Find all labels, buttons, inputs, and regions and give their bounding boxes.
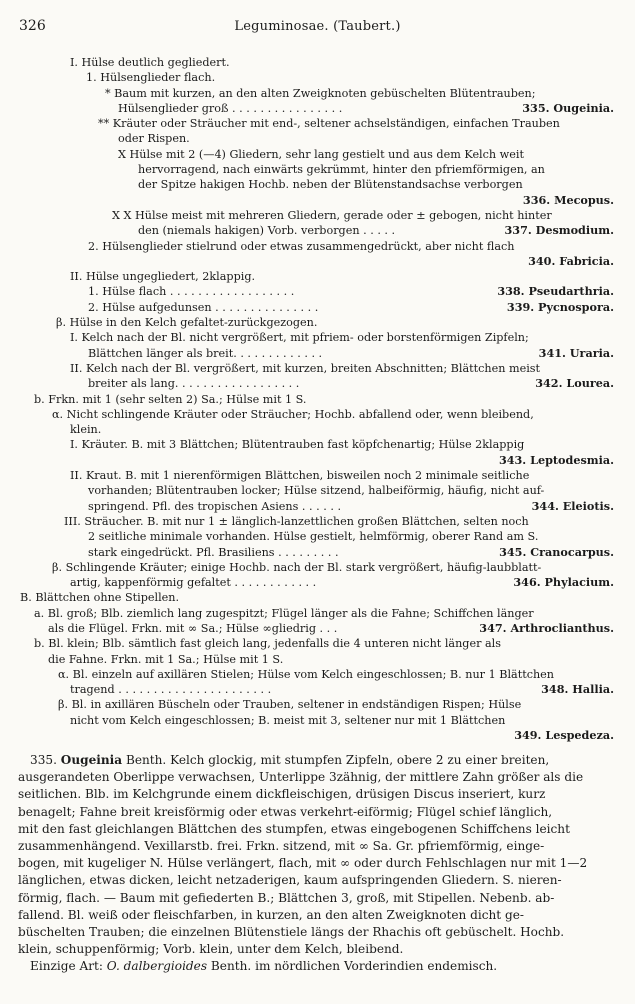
key-line-text: vorhanden; Blütentrauben locker; Hülse sitzend, halbeiförmig, häufig, nicht auf- bbox=[88, 484, 545, 498]
key-line bbox=[0, 483, 635, 498]
key-line bbox=[0, 514, 635, 529]
description-line bbox=[0, 855, 635, 872]
key-line-text: Blättchen länger als breit. . . . . . . . . . . . . bbox=[88, 346, 323, 360]
genus-reference: 348. Hallia. bbox=[538, 682, 614, 697]
description-line-text: benagelt; Fahne breit kreisförmig oder etwas verkehrt-eiförmig; Flügel schief länglich, bbox=[18, 804, 553, 819]
key-line-text: β. Hülse in den Kelch gefaltet-zurückgezogen. bbox=[56, 316, 318, 330]
page-header bbox=[0, 18, 635, 38]
key-line-text: tragend . . . . . . . . . . . . . . . . . . . . . . bbox=[70, 683, 272, 697]
key-line bbox=[0, 162, 635, 177]
genus-reference: 344. Eleiotis. bbox=[529, 499, 614, 514]
key-line bbox=[0, 575, 635, 590]
genus-number: 335. bbox=[30, 753, 57, 767]
page-number: 326 bbox=[19, 18, 46, 34]
key-line-text: Hülsenglieder groß . . . . . . . . . . . . . . . . bbox=[118, 101, 343, 115]
key-line bbox=[0, 300, 635, 315]
description-first-line bbox=[0, 752, 635, 769]
key-line bbox=[0, 667, 635, 682]
genus-reference: 349. Lespedeza. bbox=[511, 728, 614, 743]
key-line bbox=[0, 55, 635, 70]
genus-reference: 337. Desmodium. bbox=[502, 223, 615, 238]
key-line-text: oder Rispen. bbox=[118, 132, 190, 146]
genus-reference: 340. Fabricia. bbox=[525, 254, 614, 269]
key-line-text: die Fahne. Frkn. mit 1 Sa.; Hülse mit 1 S. bbox=[48, 652, 284, 666]
description-line bbox=[0, 838, 635, 855]
description-line-text: förmig, flach. — Baum mit gefiederten B.; Blättchen 3, groß, mit Stipellen. Nebenb. ab- bbox=[18, 890, 555, 905]
key-line bbox=[0, 284, 635, 299]
key-line bbox=[0, 101, 635, 116]
key-line-text: * Baum mit kurzen, an den alten Zweigknoten gebüschelten Blütentrauben; bbox=[105, 86, 536, 100]
description-line: Benth. Kelch glockig, mit stumpfen Zipfeln, obere 2 zu einer breiten, bbox=[125, 753, 550, 767]
key-line-text: β. Schlingende Kräuter; einige Hochb. nach der Bl. stark vergrößert, häufig-laubblatt- bbox=[52, 560, 542, 574]
single-species-line bbox=[0, 958, 635, 975]
description-line-text: klein, schuppenförmig; Vorb. klein, unter dem Kelch, bleibend. bbox=[18, 942, 404, 957]
key-line bbox=[0, 392, 635, 407]
description-line bbox=[0, 890, 635, 907]
key-line-text: als die Flügel. Frkn. mit ∞ Sa.; Hülse ∞gliedrig . . . bbox=[48, 621, 338, 635]
key-line-text: stark eingedrückt. Pfl. Brasiliens . . . . . . . . . bbox=[88, 545, 339, 559]
key-line bbox=[0, 728, 635, 743]
genus-reference: 335. Ougeinia. bbox=[519, 101, 614, 116]
key-line bbox=[0, 269, 635, 284]
description-line bbox=[0, 804, 635, 821]
genus-name: Ougeinia bbox=[60, 753, 123, 767]
key-line-text: II. Hülse ungegliedert, 2klappig. bbox=[70, 270, 256, 284]
genus-reference: 342. Lourea. bbox=[532, 376, 614, 391]
key-line-text: β. Bl. in axillären Büscheln oder Trauben, seltener in endständigen Rispen; Hülse bbox=[58, 698, 522, 712]
description-line bbox=[0, 769, 635, 786]
genus-reference: 347. Arthroclianthus. bbox=[476, 621, 614, 636]
key-line-text: b. Frkn. mit 1 (sehr selten 2) Sa.; Hülse mit 1 S. bbox=[34, 392, 307, 406]
key-line bbox=[0, 636, 635, 651]
key-line-text: a. Bl. groß; Blb. ziemlich lang zugespitzt; Flügel länger als die Fahne; Schiffchen länger bbox=[34, 606, 534, 620]
key-line-text: klein. bbox=[70, 423, 102, 437]
key-line-text: 1. Hülsenglieder flach. bbox=[86, 71, 216, 85]
key-line bbox=[0, 346, 635, 361]
description-line-text: fallend. Bl. weiß oder fleischfarben, in kurzen, an den alten Zweigknoten dicht ge- bbox=[18, 907, 524, 922]
running-head: Leguminosae. (Taubert.) bbox=[234, 19, 401, 34]
key-line bbox=[0, 177, 635, 192]
description-line-text: zusammenhängend. Vexillarstb. frei. Frkn. sitzend, mit ∞ Sa. Gr. pfriemförmig, einge- bbox=[18, 838, 545, 853]
description-line-text: bogen, mit kugeliger N. Hülse verlängert, flach, mit ∞ oder durch Fehlschlagen nur mit 1—2 bbox=[18, 856, 588, 871]
description-line-text: ausgerandeten Oberlippe verwachsen, Unterlippe 3zähnig, der mittlere Zahn größer als die bbox=[18, 770, 584, 785]
key-line-text: der Spitze hakigen Hochb. neben der Blütenstandsachse verborgen bbox=[138, 178, 523, 192]
key-line bbox=[0, 131, 635, 146]
key-line bbox=[0, 621, 635, 636]
key-line bbox=[0, 193, 635, 208]
key-line bbox=[0, 422, 635, 437]
key-line bbox=[0, 70, 635, 85]
key-line bbox=[0, 468, 635, 483]
key-line-text: I. Kräuter. B. mit 3 Blättchen; Blütentrauben fast köpfchenartig; Hülse 2klappig bbox=[70, 438, 525, 452]
description-line-text: seitlichen. Blb. im Kelchgrunde einem dickfleischigen, drüsigen Discus inseriert, kurz bbox=[18, 787, 546, 802]
description-line bbox=[0, 786, 635, 803]
key-line bbox=[0, 499, 635, 514]
key-line bbox=[0, 330, 635, 345]
key-line-text: III. Sträucher. B. mit nur 1 ± länglich-lanzettlichen großen Blättchen, selten noch bbox=[64, 514, 529, 528]
key-line bbox=[0, 208, 635, 223]
key-line bbox=[0, 376, 635, 391]
genus-reference: 336. Mecopus. bbox=[520, 193, 614, 208]
key-line-text: I. Kelch nach der Bl. nicht vergrößert, mit pfriem- oder borstenförmigen Zipfeln; bbox=[70, 331, 529, 345]
key-line bbox=[0, 361, 635, 376]
description-line bbox=[0, 821, 635, 838]
key-line bbox=[0, 545, 635, 560]
genus-reference: 341. Uraria. bbox=[536, 346, 614, 361]
key-line bbox=[0, 86, 635, 101]
key-line bbox=[0, 697, 635, 712]
key-line-text: 2. Hülse aufgedunsen . . . . . . . . . . . . . . . bbox=[88, 300, 319, 314]
key-line-text: 1. Hülse flach . . . . . . . . . . . . . . . . . . bbox=[88, 285, 295, 299]
key-line-text: springend. Pfl. des tropischen Asiens . . . . . . bbox=[88, 499, 342, 513]
single-species-label: Einzige Art: bbox=[30, 959, 103, 974]
description-line bbox=[0, 924, 635, 941]
key-line bbox=[0, 652, 635, 667]
key-line bbox=[0, 529, 635, 544]
species-name: O. dalbergioides bbox=[106, 959, 208, 974]
key-line bbox=[0, 606, 635, 621]
key-line bbox=[0, 453, 635, 468]
key-line bbox=[0, 147, 635, 162]
description-line bbox=[0, 907, 635, 924]
species-distribution: Benth. im nördlichen Vorderindien endemisch. bbox=[210, 959, 498, 974]
key-line bbox=[0, 682, 635, 697]
key-line bbox=[0, 239, 635, 254]
key-line bbox=[0, 116, 635, 131]
key-line bbox=[0, 407, 635, 422]
key-line-text: nicht vom Kelch eingeschlossen; B. meist mit 3, seltener nur mit 1 Blättchen bbox=[70, 713, 506, 727]
key-line bbox=[0, 223, 635, 238]
description-line-text: mit den fast gleichlangen Blättchen des stumpfen, etwas eingebogenen Schiffchens leicht bbox=[18, 821, 570, 836]
key-line-text: artig, kappenförmig gefaltet . . . . . . . . . . . . bbox=[70, 576, 317, 590]
key-line-text: den (niemals hakigen) Vorb. verborgen . . . . . bbox=[138, 224, 396, 238]
key-line-text: B. Blättchen ohne Stipellen. bbox=[20, 591, 180, 605]
key-line-text: α. Bl. einzeln auf axillären Stielen; Hülse vom Kelch eingeschlossen; B. nur 1 Blättchen bbox=[58, 667, 554, 681]
description-line bbox=[0, 872, 635, 889]
key-line bbox=[0, 560, 635, 575]
genus-reference: 345. Cranocarpus. bbox=[496, 545, 614, 560]
key-line-text: α. Nicht schlingende Kräuter oder Sträucher; Hochb. abfallend oder, wenn bleibend, bbox=[52, 407, 534, 421]
key-line-text: b. Bl. klein; Blb. sämtlich fast gleich lang, jedenfalls die 4 unteren nicht länger als bbox=[34, 637, 501, 651]
key-line bbox=[0, 713, 635, 728]
key-line-text: II. Kelch nach der Bl. vergrößert, mit kurzen, breiten Abschnitten; Blättchen meist bbox=[70, 361, 541, 375]
genus-description bbox=[0, 752, 635, 975]
key-line-text: hervorragend, nach einwärts gekrümmt, hinter den pfriemförmigen, an bbox=[138, 163, 545, 177]
description-line bbox=[0, 941, 635, 958]
genus-reference: 343. Leptodesmia. bbox=[496, 453, 614, 468]
genus-reference: 338. Pseudarthria. bbox=[494, 284, 614, 299]
description-line-text: länglichen, etwas dicken, leicht netzaderigen, kaum aufspringenden Gliedern. S. nieren- bbox=[18, 873, 562, 888]
description-line-text: büschelten Trauben; die einzelnen Blütenstiele längs der Rhachis oft gebüschelt. Hochb. bbox=[18, 924, 565, 939]
key-line-text: 2 seitliche minimale vorhanden. Hülse gestielt, helmförmig, oberer Rand am S. bbox=[88, 530, 539, 544]
genus-reference: 339. Pycnospora. bbox=[504, 300, 614, 315]
key-line bbox=[0, 437, 635, 452]
key-line bbox=[0, 315, 635, 330]
key-line-text: I. Hülse deutlich gegliedert. bbox=[70, 56, 230, 69]
key-line-text: II. Kraut. B. mit 1 nierenförmigen Blättchen, bisweilen noch 2 minimale seitliche bbox=[70, 469, 530, 483]
genus-reference: 346. Phylacium. bbox=[510, 575, 614, 590]
key-line-text: 2. Hülsenglieder stielrund oder etwas zusammengedrückt, aber nicht flach bbox=[88, 239, 515, 253]
description-body bbox=[0, 769, 635, 958]
key-line-text: X X Hülse meist mit mehreren Gliedern, gerade oder ± gebogen, nicht hinter bbox=[112, 208, 552, 222]
key-line-text: X Hülse mit 2 (—4) Gliedern, sehr lang gestielt und aus dem Kelch weit bbox=[118, 147, 524, 161]
key-line bbox=[0, 254, 635, 269]
key-line-text: ** Kräuter oder Sträucher mit end-, seltener achselständigen, einfachen Trauben bbox=[98, 117, 560, 131]
identification-key bbox=[0, 55, 635, 743]
key-line bbox=[0, 590, 635, 605]
key-line-text: breiter als lang. . . . . . . . . . . . . . . . . . bbox=[88, 377, 300, 391]
